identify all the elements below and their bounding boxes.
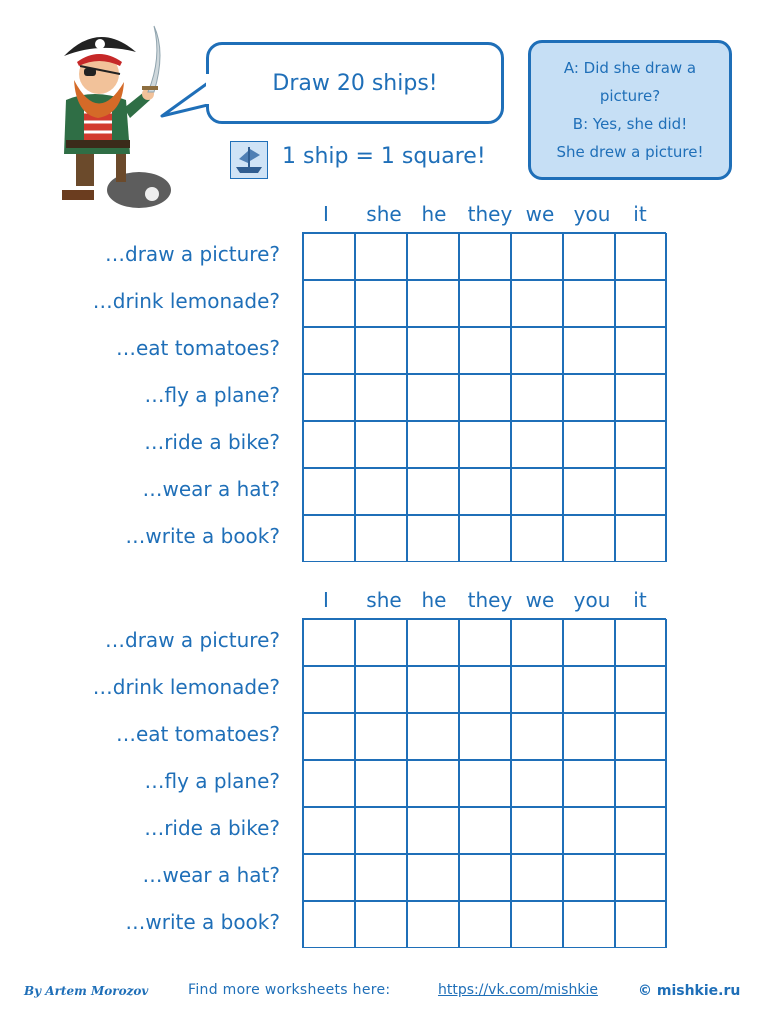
grid-cell[interactable] — [303, 327, 355, 374]
pronoun-header: we — [525, 588, 555, 612]
grid-cell[interactable] — [459, 233, 511, 280]
grid-cell[interactable] — [511, 807, 563, 854]
grid-cell[interactable] — [407, 280, 459, 327]
grid-cell[interactable] — [615, 713, 667, 760]
footer-link[interactable]: https://vk.com/mishkie — [438, 982, 598, 998]
grid-cell[interactable] — [303, 854, 355, 901]
grid-cell[interactable] — [615, 327, 667, 374]
grid-cell[interactable] — [303, 666, 355, 713]
ship-icon — [230, 141, 268, 179]
pronoun-header-row — [302, 588, 666, 618]
grid-cell[interactable] — [355, 619, 407, 666]
pronoun-header: she — [366, 588, 402, 612]
question-label: …eat tomatoes? — [116, 336, 280, 360]
grid-cell[interactable] — [511, 233, 563, 280]
grid-cell[interactable] — [303, 233, 355, 280]
grid-cell[interactable] — [355, 233, 407, 280]
grid-cell[interactable] — [303, 374, 355, 421]
grid-cell[interactable] — [407, 619, 459, 666]
grid-cell[interactable] — [407, 760, 459, 807]
grid-cell[interactable] — [407, 666, 459, 713]
question-label: …eat tomatoes? — [116, 722, 280, 746]
pronoun-header-row — [302, 202, 666, 232]
grid-cell[interactable] — [303, 619, 355, 666]
dialogue-line: She drew a picture! — [556, 143, 704, 161]
grid-cell[interactable] — [459, 619, 511, 666]
grid-cell[interactable] — [511, 327, 563, 374]
dialogue-box — [528, 40, 732, 180]
grid-cell[interactable] — [511, 374, 563, 421]
grid-cell[interactable] — [563, 421, 615, 468]
grid-cell[interactable] — [303, 421, 355, 468]
grid-cell[interactable] — [563, 374, 615, 421]
pronoun-header: they — [467, 202, 513, 226]
pronoun-header: I — [323, 588, 329, 612]
grid-cell[interactable] — [563, 713, 615, 760]
pronoun-header: you — [573, 588, 611, 612]
grid-cell[interactable] — [355, 713, 407, 760]
grid-cell[interactable] — [407, 327, 459, 374]
grid-cell[interactable] — [563, 280, 615, 327]
question-label: …drink lemonade? — [92, 675, 280, 699]
footer-copyright: © mishkie.ru — [638, 983, 741, 999]
grid-cell[interactable] — [563, 807, 615, 854]
question-label: …ride a bike? — [144, 816, 280, 840]
grid-cell[interactable] — [615, 515, 667, 562]
grid-cell[interactable] — [615, 901, 667, 948]
grid-cell[interactable] — [303, 713, 355, 760]
grid-cell[interactable] — [355, 760, 407, 807]
dialogue-line: B: Yes, she did! — [572, 115, 688, 133]
ship-key-text: 1 ship = 1 square! — [282, 144, 486, 169]
grid-cell[interactable] — [615, 421, 667, 468]
question-column — [20, 231, 280, 561]
grid-cell[interactable] — [303, 901, 355, 948]
grid-cell[interactable] — [459, 854, 511, 901]
battleship-grid-2 — [302, 618, 666, 948]
grid-cell[interactable] — [511, 713, 563, 760]
pronoun-header: they — [467, 588, 513, 612]
grid-cell[interactable] — [407, 374, 459, 421]
dialogue-line: A: Did she draw a — [563, 59, 697, 77]
grid-cell[interactable] — [459, 901, 511, 948]
grid-cell[interactable] — [511, 515, 563, 562]
grid-cell[interactable] — [511, 421, 563, 468]
grid-cell[interactable] — [459, 327, 511, 374]
footer-author: By Artem Morozov — [24, 984, 149, 998]
question-label: …fly a plane? — [144, 769, 280, 793]
grid-cell[interactable] — [407, 421, 459, 468]
pronoun-header: we — [525, 202, 555, 226]
grid-cell[interactable] — [563, 515, 615, 562]
grid-cell[interactable] — [563, 233, 615, 280]
grid-cell[interactable] — [407, 901, 459, 948]
grid-cell[interactable] — [407, 515, 459, 562]
grid-cell[interactable] — [355, 468, 407, 515]
question-label: …fly a plane? — [144, 383, 280, 407]
question-label: …draw a picture? — [105, 242, 280, 266]
grid-cell[interactable] — [459, 515, 511, 562]
question-label: …drink lemonade? — [92, 289, 280, 313]
footer-more-text: Find more worksheets here: — [188, 982, 391, 998]
grid-cell[interactable] — [615, 619, 667, 666]
question-label: …wear a hat? — [142, 477, 280, 501]
bubble-instruction: Draw 20 ships! — [272, 70, 438, 96]
grid-cell[interactable] — [563, 468, 615, 515]
grid-cell[interactable] — [511, 468, 563, 515]
grid-cell[interactable] — [355, 327, 407, 374]
grid-cell[interactable] — [303, 807, 355, 854]
grid-cell[interactable] — [511, 901, 563, 948]
dialogue-line: picture? — [599, 87, 661, 105]
grid-cell[interactable] — [563, 760, 615, 807]
grid-cell[interactable] — [459, 760, 511, 807]
grid-cell[interactable] — [303, 468, 355, 515]
grid-cell[interactable] — [355, 421, 407, 468]
grid-cell[interactable] — [615, 233, 667, 280]
grid-cell[interactable] — [355, 280, 407, 327]
pronoun-header: it — [633, 588, 647, 612]
grid-cell[interactable] — [407, 807, 459, 854]
grid-cell[interactable] — [459, 280, 511, 327]
grid-cell[interactable] — [511, 280, 563, 327]
pronoun-header: he — [421, 202, 447, 226]
pronoun-header: he — [421, 588, 447, 612]
grid-cell[interactable] — [615, 280, 667, 327]
grid-cell[interactable] — [459, 807, 511, 854]
question-label: …ride a bike? — [144, 430, 280, 454]
pronoun-header: I — [323, 202, 329, 226]
grid-cell[interactable] — [355, 666, 407, 713]
grid-cell[interactable] — [615, 760, 667, 807]
grid-cell[interactable] — [563, 666, 615, 713]
grid-cell[interactable] — [407, 233, 459, 280]
grid-cell[interactable] — [563, 901, 615, 948]
grid-cell[interactable] — [615, 807, 667, 854]
grid-cell[interactable] — [563, 327, 615, 374]
grid-cell[interactable] — [355, 854, 407, 901]
grid-cell[interactable] — [407, 468, 459, 515]
grid-cell[interactable] — [511, 666, 563, 713]
grid-cell[interactable] — [511, 854, 563, 901]
question-label: …draw a picture? — [105, 628, 280, 652]
grid-cell[interactable] — [459, 421, 511, 468]
pronoun-header: you — [573, 202, 611, 226]
grid-cell[interactable] — [615, 854, 667, 901]
grid-cell[interactable] — [563, 619, 615, 666]
battleship-grid-1 — [302, 232, 666, 562]
grid-cell[interactable] — [459, 468, 511, 515]
grid-cell[interactable] — [511, 760, 563, 807]
grid-cell[interactable] — [355, 374, 407, 421]
pronoun-header: she — [366, 202, 402, 226]
question-label: …write a book? — [125, 524, 280, 548]
grid-cell[interactable] — [459, 666, 511, 713]
grid-cell[interactable] — [563, 854, 615, 901]
grid-cell[interactable] — [459, 374, 511, 421]
grid-cell[interactable] — [615, 468, 667, 515]
question-label: …wear a hat? — [142, 863, 280, 887]
grid-cell[interactable] — [615, 374, 667, 421]
grid-cell[interactable] — [355, 515, 407, 562]
grid-cell[interactable] — [615, 666, 667, 713]
grid-cell[interactable] — [355, 901, 407, 948]
grid-cell[interactable] — [303, 280, 355, 327]
grid-cell[interactable] — [303, 760, 355, 807]
question-label: …write a book? — [125, 910, 280, 934]
pronoun-header: it — [633, 202, 647, 226]
grid-cell[interactable] — [355, 807, 407, 854]
grid-cell[interactable] — [407, 854, 459, 901]
grid-cell[interactable] — [303, 515, 355, 562]
grid-cell[interactable] — [511, 619, 563, 666]
grid-cell[interactable] — [407, 713, 459, 760]
question-column — [20, 617, 280, 947]
grid-cell[interactable] — [459, 713, 511, 760]
